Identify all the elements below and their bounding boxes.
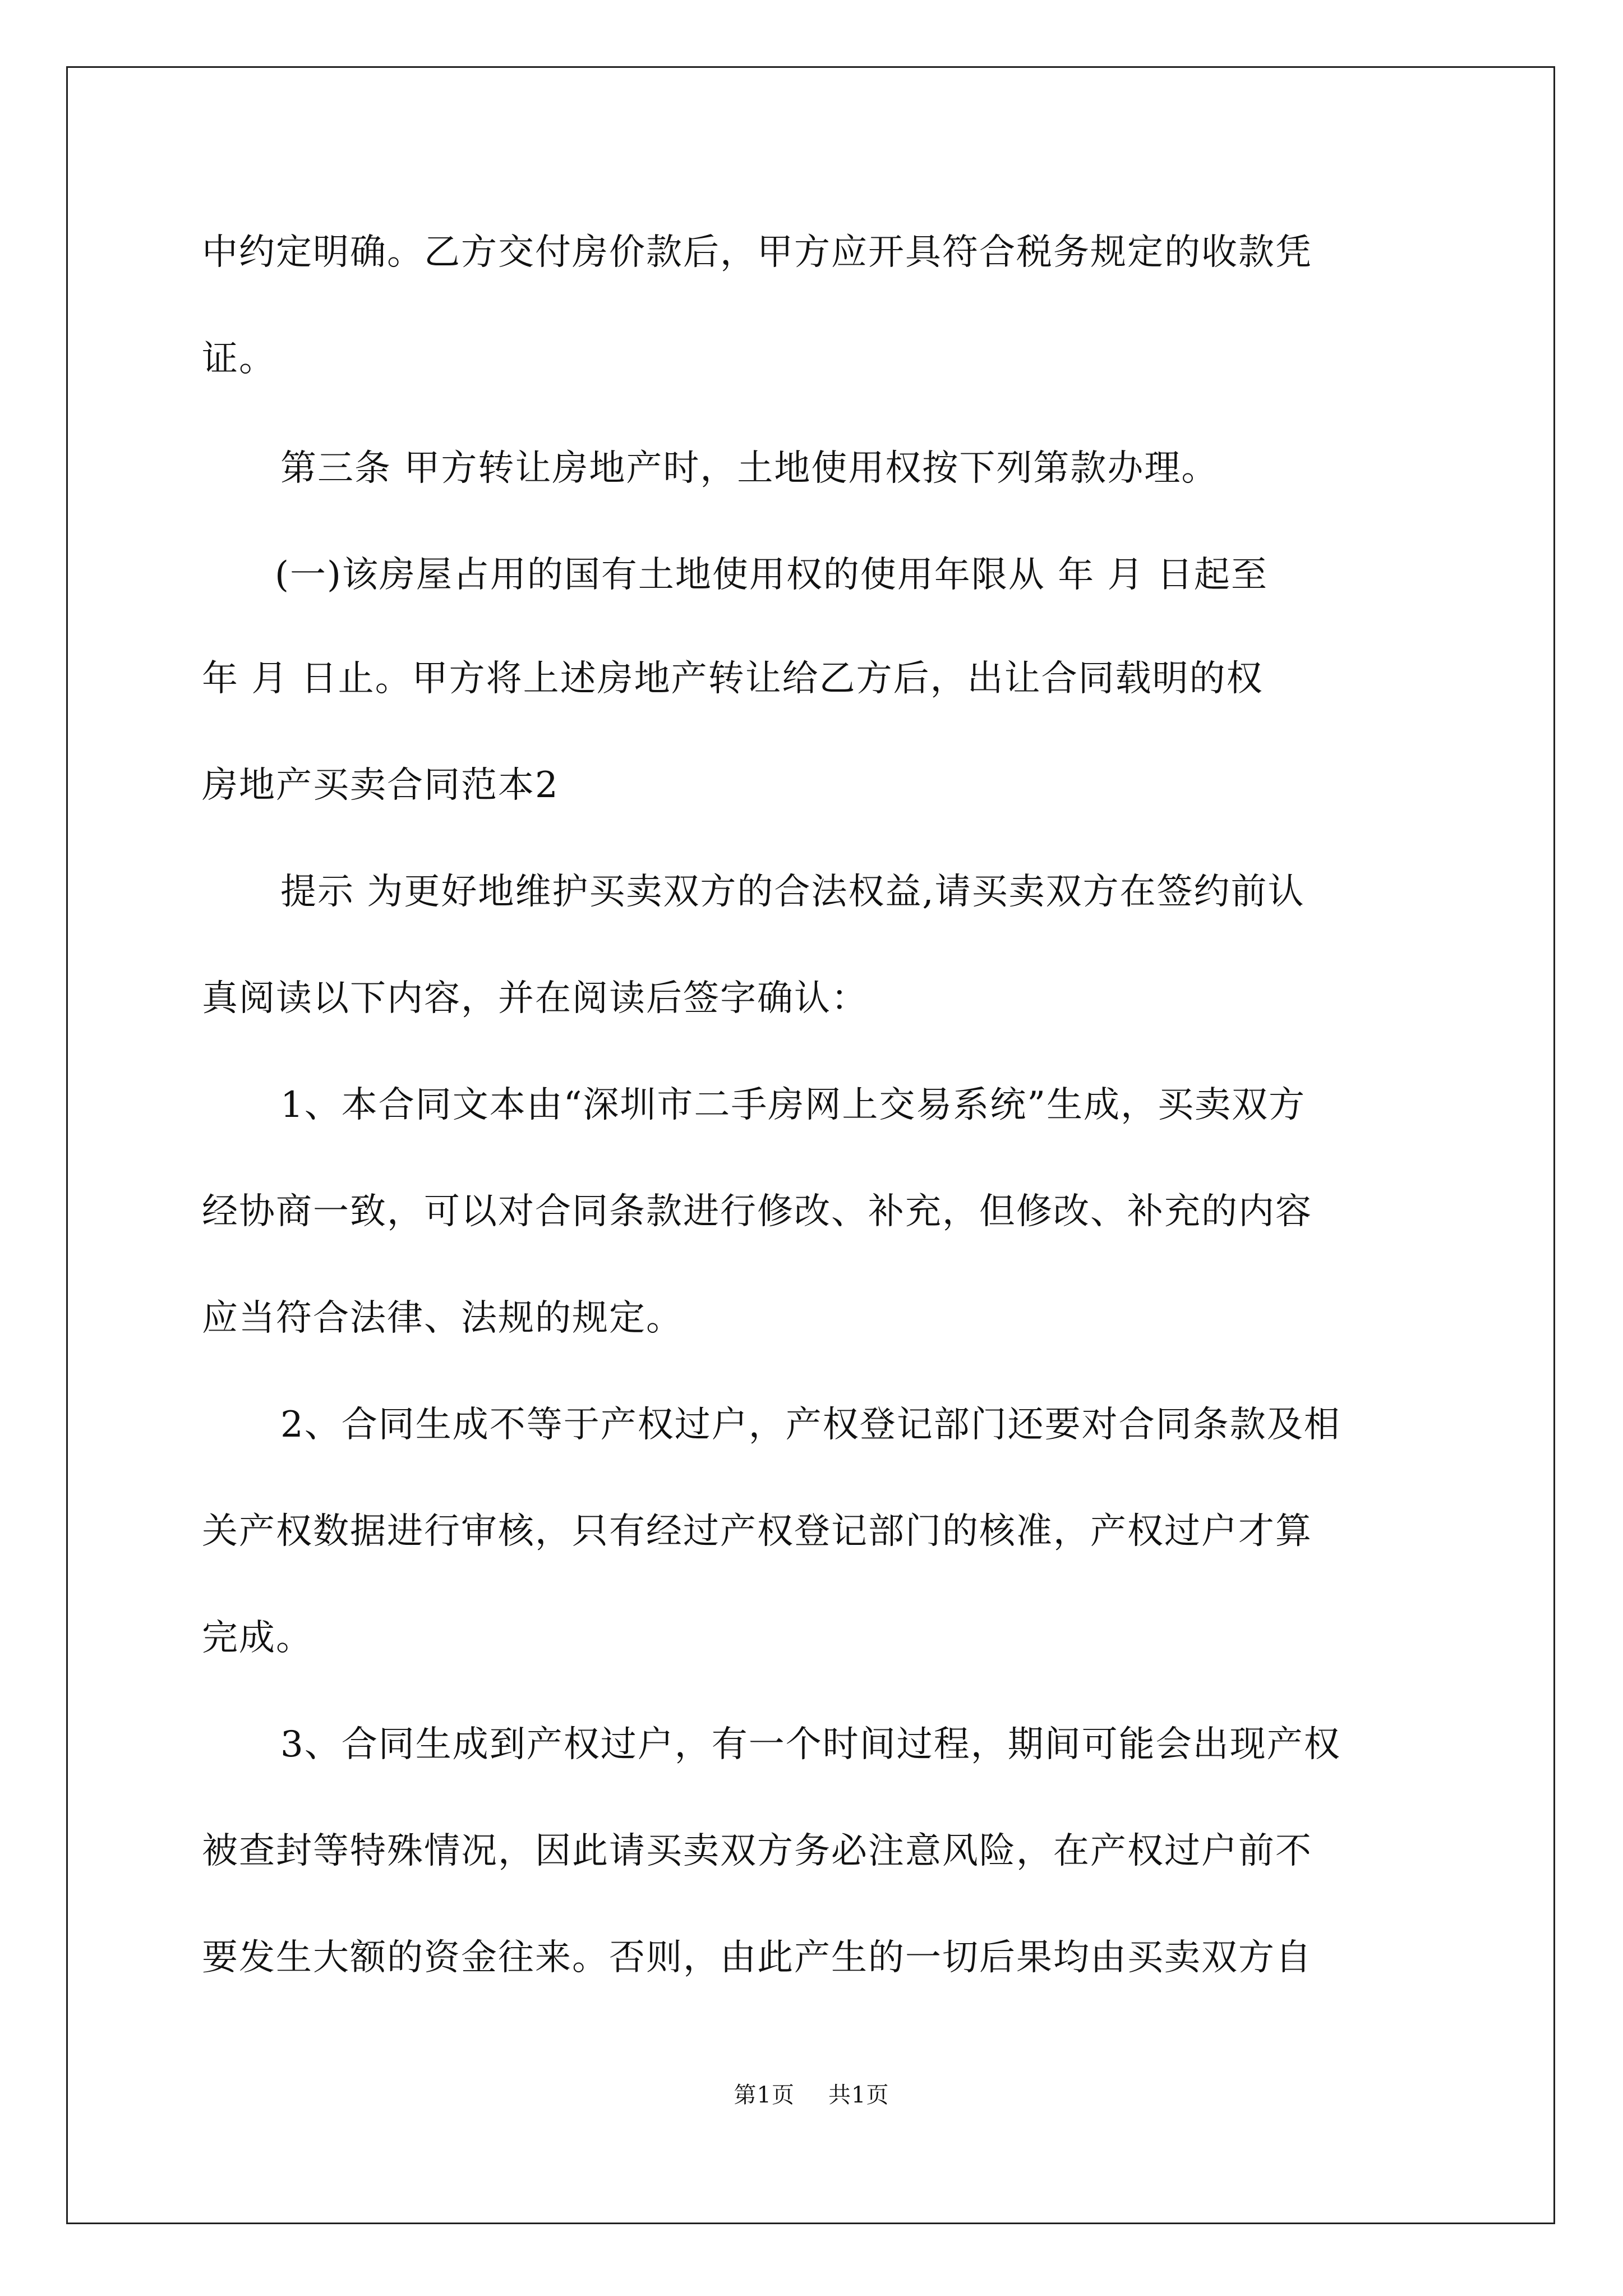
section-heading: 房地产买卖合同范本2 (202, 765, 559, 806)
text-line: 2、合同生成不等于产权过户，产权登记部门还要对合同条款及相 (280, 1404, 1341, 1446)
text-line: 真阅读以下内容，并在阅读后签字确认： (202, 978, 868, 1019)
text-line: 经协商一致，可以对合同条款进行修改、补充，但修改、补充的内容 (202, 1191, 1312, 1232)
text-line: (一)该房屋占用的国有土地使用权的使用年限从 年 月 日起至 (275, 554, 1268, 596)
text-line: 3、合同生成到产权过户，有一个时间过程，期间可能会出现产权 (280, 1724, 1341, 1765)
text-line: 年 月 日止。甲方将上述房地产转让给乙方后，出让合同载明的权 (202, 658, 1264, 700)
text-line: 第三条 甲方转让房地产时，土地使用权按下列第款办理。 (280, 448, 1219, 489)
text-line: 证。 (202, 338, 276, 380)
page-border (66, 66, 1555, 2224)
text-line: 关产权数据进行审核，只有经过产权登记部门的核准，产权过户才算 (202, 1511, 1312, 1552)
text-line: 1、本合同文本由“深圳市二手房网上交易系统”生成，买卖双方 (280, 1084, 1306, 1126)
text-line: 应当符合法律、法规的规定。 (202, 1297, 683, 1339)
page-number-total: 共1页 (828, 2082, 889, 2108)
page-footer (0, 2081, 1623, 2109)
text-line: 完成。 (202, 1617, 313, 1659)
page-number-current: 第1页 (734, 2082, 795, 2108)
text-line: 中约定明确。乙方交付房价款后，甲方应开具符合税务规定的收款凭 (202, 232, 1312, 273)
text-line: 被查封等特殊情况，因此请买卖双方务必注意风险，在产权过户前不 (202, 1830, 1312, 1872)
text-line: 提示 为更好地维护买卖双方的合法权益,请买卖双方在签约前认 (280, 871, 1305, 913)
text-line: 要发生大额的资金往来。否则，由此产生的一切后果均由买卖双方自 (202, 1937, 1312, 1978)
